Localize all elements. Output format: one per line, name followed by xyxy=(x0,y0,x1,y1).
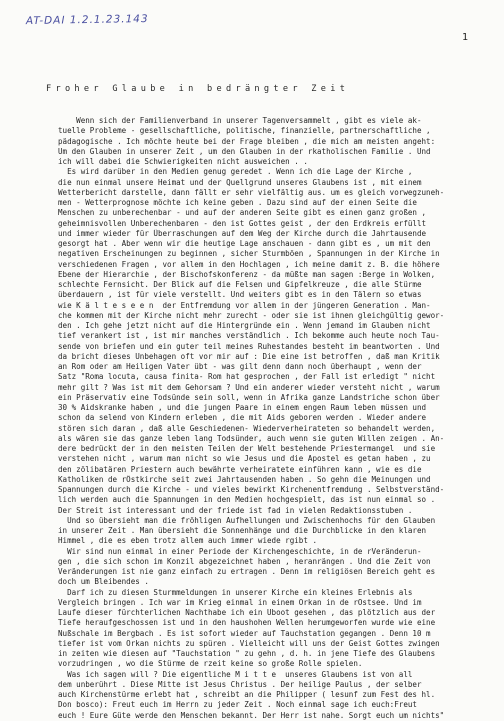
text-line: doch um Bleibendes . xyxy=(58,577,149,587)
text-line: Wenn sich der Familienverband in unserer Tagenversammelt , gibt es viele ak- xyxy=(58,116,422,125)
text-line: als wären sie das ganze leben lang Todsünder, auch wenn sie guten Willen zeigen . An- xyxy=(58,433,445,443)
text-line: Nußschale im Bergbach . Es ist sofort wieder auf Tauchstation gegangen . Denn 10 m xyxy=(58,628,431,638)
archive-stamp: AT-DAI 1.2.1.23.143 xyxy=(25,12,149,28)
text-line: schon da selend von Kindern erleben , die mit Aids geboren werden . Wieder andere xyxy=(58,413,427,423)
text-line: ich will dabei die Schwierigkeiten nicht ausweichen . . xyxy=(58,157,308,166)
text-line: schlechte Fernsicht. Der Blick auf die Felsen und Gipfelkreuze , die alle Stürme xyxy=(58,280,422,289)
text-line: Vergleich bringen . Ich war im Krieg einmal in einem Orkan in de rOstsee. Und im xyxy=(58,597,422,607)
text-line: men - Wetterprognose möchte ich keine geben . Dazu sind auf der einen Seite die xyxy=(58,198,417,207)
text-line: stören sich daran , daß alle Geschiedenen- Wiederverheirateten so behandelt werden, xyxy=(58,423,436,433)
text-line: che kommen mit der Kirche nicht mehr zurecht - oder sie ist ihnen gleichgültig gewor- xyxy=(58,310,445,320)
text-line: euch ! Eure Güte werde den Menschen bekannt. Der Herr ist nahe. Sorgt euch um nichts" xyxy=(58,710,445,720)
page-number: 1 xyxy=(462,32,469,43)
text-line: Was ich sagen will ? Die eigentliche M i t t e unseres Glaubens ist von all xyxy=(58,669,413,679)
text-line: Es wird darüber in den Medien genug geredet . Wenn ich die Lage der Kirche , xyxy=(58,167,413,177)
text-line: da bricht dieses Unbehagen oft vor mir auf : Die eine ist betroffen , daß man Kritik xyxy=(58,351,440,361)
text-line: verstehen nicht , warum man nicht so wie Jesus und die Apostel es getan haben , zu xyxy=(58,454,431,464)
text-line: dere bedrückt der in den meisten Teilen der Welt bestehende Priestermangel und sie xyxy=(58,444,436,453)
text-line: mehr gilt ? Was ist mit dem Gehorsam ? Und ein anderer wieder versteht nicht , warum xyxy=(58,382,440,392)
text-line: Darf ich zu diesen Sturmmeldungen in unserer Kirche ein kleines Erlebnis als xyxy=(58,587,413,597)
text-line: tiefer ist vom Orkan nichts zu spüren . Vielleicht will uns der Geist Gottes zwingen xyxy=(58,638,440,648)
text-line: den . Ich gehe jetzt nicht auf die Hintergründe ein . Wenn jemand im Glauben nicht xyxy=(58,321,431,330)
text-line: dem unberührt . Diese Mitte ist Jesus Christus . Der heilige Paulus , der selber xyxy=(58,679,422,689)
text-line: pädagogische . Ich möchte heute bei der Frage bleiben , die mich am meisten angeht: xyxy=(58,136,436,146)
text-line: ein Präservativ eine Todsünde sein soll, wenn in Afrika ganze Landstriche schon über xyxy=(58,392,440,402)
text-line: Der Streit ist interessant und der friede ist fad in vielen Redaktionsstuben . xyxy=(58,505,413,515)
text-line: lich werden auch die Spannungen in den Medien hochgespielt, das ist nun einmal so . xyxy=(58,495,436,505)
document-title: Froher Glaube in bedrängter Zeit xyxy=(46,84,350,94)
text-line: an Rom oder am Heiligen Vater übt - was gilt denn dann noch überhaupt , wenn der xyxy=(58,362,422,371)
text-line: Veränderungen ist nie ganz einfach zu ertragen . Denn im religiösen Bereich geht es xyxy=(58,567,436,576)
text-line: wie K ä l t e s e e n der Entfremdung vor allem in der jüngeren Generation . Man- xyxy=(58,300,431,310)
text-line: negativen Erscheinungen zu beginnen , sicher Sturmböen , Spannungen in der Kirche in xyxy=(58,249,440,259)
text-line: Menschen zu unberechenbar - und auf der anderen Seite gibt es einen ganz großen , xyxy=(58,208,427,218)
text-line: Satz "Roma locuta, causa finita- Rom hat gesprochen , der Fall ist erledigt " nicht xyxy=(58,372,436,382)
text-line: Himmel , die es eben trotz allem auch immer wiede rgibt . xyxy=(58,536,317,546)
text-line: überdauern , ist für viele verstellt. Und weiters gibt es in den Tälern so etwas xyxy=(58,290,422,300)
text-line: Spannungen durch die Kirche - und vieles bewirkt Kirchenentfremdung . Selbstverständ- xyxy=(58,485,445,494)
text-line: 30 % Aidskranke haben , und die jungen Paare in einem engen Raum leben müssen und xyxy=(58,403,427,412)
document-body xyxy=(58,116,498,721)
text-line: in zeiten wie diesen auf "Tauchstation " zu gehn , d. h. in jene Tiefe des Glaubens xyxy=(58,649,436,658)
text-line: und immer wieder für Überraschungen auf dem Weg der Kirche durch die Jahrtausende xyxy=(58,228,427,238)
text-line: Wir sind nun einmal in einer Periode der Kirchengeschichte, in de rVeränderun- xyxy=(58,546,422,556)
text-line: Tiefe heraufgeschossen ist und in den haushohen Wellen herumgeworfen wurde wie eine xyxy=(58,618,436,628)
text-line: Ebene der Hierarchie , der Bischofskonferenz - da müßte man sagen :Berge in Wolken, xyxy=(58,269,436,279)
text-line: Don bosco): Freut euch im Herrn zu jeder Zeit . Noch einmal sage ich euch:Freut xyxy=(58,700,417,710)
text-line: Wetterbericht darstelle, dann fällt er sehr vielfältig aus. um es gleich vorwegzuneh- xyxy=(58,187,445,197)
text-line: Katholiken de rÖstkirche seit zwei Jahrtausenden haben . So gehn die Meinungen und xyxy=(58,474,431,484)
text-line: auch Kirchenstürme erlebt hat , schreibt an die Philipper ( lesunf zum Fest des hl. xyxy=(58,690,436,699)
text-line: den zölibatären Priestern auch bewährte verheiratete einführen kann , wie es die xyxy=(58,464,422,474)
text-line: Und so übersieht man die fröhligen Aufhellungen und Zwischenhochs für den Glauben xyxy=(58,515,436,525)
text-line: gen , die sich schon im Konzil abgezeichnet haben , heranrängen . Und die Zeit von xyxy=(58,556,431,566)
text-line: in unserer Zeit . Man übersieht die Sonnenhänge und die Durchblicke in den klaren xyxy=(58,526,427,535)
text-line: die nun einmal unsere Heimat und der Quellgrund unseres Glaubens ist , mit einem xyxy=(58,177,422,187)
text-line: gesorgt hat . Aber wenn wir die heutige Lage anschauen - dann gibt es , um mit den xyxy=(58,239,431,248)
text-line: Um den Glauben in unserer Zeit , um den Glauben in der rkatholischen Familie . Und xyxy=(58,146,431,156)
text-line: geheimnisvollen Unberechenbaren - den ist Gottes geist , der den Erdkreis erfüllt xyxy=(58,218,427,228)
text-line: verschiedenen Fragen , vor allem in den Hochlagen , ich meine damit z. B. die höhere xyxy=(58,259,440,269)
text-line: vorzudringen , wo die Stürme de rzeit keine so große Rolle spielen. xyxy=(58,659,363,669)
text-line: tief verankert ist , ist mir manches verständlich . Ich bekomme auch heute noch Tau- xyxy=(58,331,440,341)
text-line: sende von briefen und ein guter teil meines Ruhestandes besteht im beantworten . Und xyxy=(58,341,440,351)
text-line: Laufe dieser fürchterlichen Nachthabe ich ein Uboot gesehen , das plötzlich aus der xyxy=(58,608,436,617)
text-line: tuelle Probleme - gesellschaftliche, politische, finanzielle, partnerschaftliche , xyxy=(58,126,431,136)
